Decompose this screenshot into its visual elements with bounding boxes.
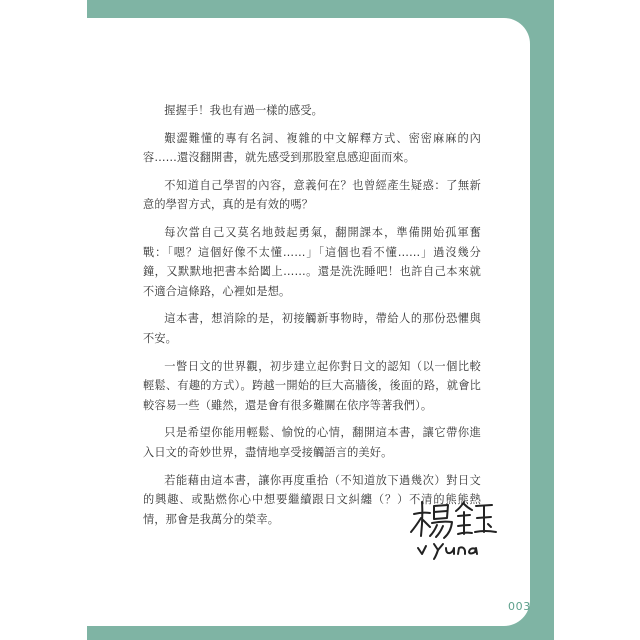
paragraph-6: 一瞥日文的世界觀，初步建立起你對日文的認知（以一個比較輕鬆、有趣的方式）。跨越一開始的巨大高牆後，後面的路，就會比較容易一些（雖然，還是會有很多難關在依序等著我們）。 — [143, 359, 481, 412]
body-text — [143, 101, 481, 537]
paragraph-5: 這本書，想消除的是，初接觸新事物時，帶給人的那份恐懼與不安。 — [143, 312, 481, 345]
paragraph-2: 艱澀難懂的專有名詞、複雜的中文解釋方式、密密麻麻的內容……還沒翻開書，就先感受到那股窒息感迎面而來。 — [143, 131, 481, 165]
paragraph-4: 每次當自己又莫名地鼓起勇氣，翻開課本，準備開始孤軍奮戰：「嗯？這個好像不太懂……」「這個也看不懂……」過沒幾分鐘，又默默地把書本給闔上……。還是洗洗睡吧！也許自己本來就不適合這條路，心裡如是想。 — [143, 225, 481, 298]
author-signature — [408, 496, 512, 562]
paragraph-1: 握握手！我也有過一樣的感受。 — [164, 104, 323, 117]
page-number: 003 — [508, 600, 531, 613]
paragraph-8: 若能藉由這本書，讓你再度重拾（不知道放下過幾次）對日文的興趣、或點燃你心中想要繼續跟日文糾纏（？）不清的熊熊熱情，那會是我萬分的榮幸。 — [143, 473, 481, 526]
paragraph-7: 只是希望你能用輕鬆、愉悅的心情，翻開這本書，讓它帶你進入日文的奇妙世界，盡情地享受接觸語言的美好。 — [143, 426, 481, 459]
paragraph-3: 不知道自己學習的內容，意義何在？也曾經產生疑惑：了無新意的學習方式，真的是有效的嗎？ — [143, 178, 481, 212]
